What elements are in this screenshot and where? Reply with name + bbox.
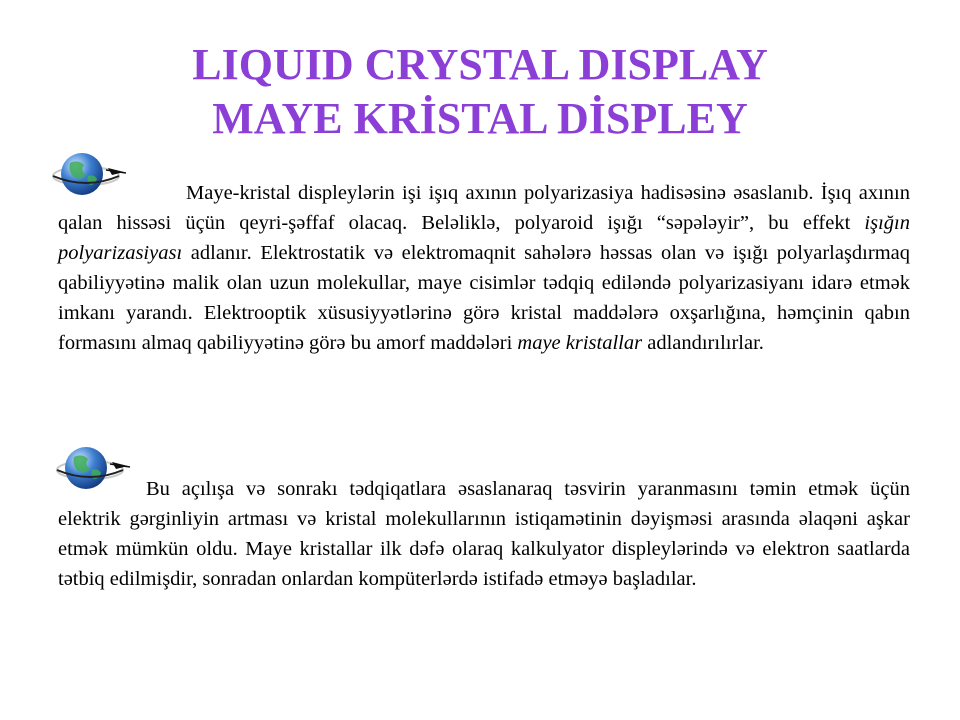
paragraph-lcd-principle <box>58 178 910 358</box>
paragraph2-text: Bu açılışa və sonrakı tədqiqatlara əsaslanaraq təsvirin yaranmasını təmin etmək üçün elektrik gərginliyin artması və kristal molekullarının istiqamətinin dəyişməsi arasında əlaqəni aşkar etmək mümkün oldu. Maye kristallar ilk dəfə olaraq kalkulyator displeylərində və elektron saatlarda tətbiq edilmişdir, sonradan onlardan kompüterlərdə istifadə etməyə başladılar. <box>58 478 910 590</box>
paragraph1-italic-polarization: işığın polyarizasiyası <box>58 212 910 264</box>
title-line-english: LIQUID CRYSTAL DISPLAY <box>192 40 768 89</box>
slide-title <box>0 38 960 146</box>
paragraph1-text-a: Maye-kristal displeylərin işi işıq axının polyarizasiya hadisəsinə əsaslanıb. İşıq axının qalan hissəsi üçün qeyri-şəffaf olacaq. Beləliklə, polyaroid işığı “səpələyir”, bu effekt <box>58 182 910 234</box>
paragraph1-text-c: adlandırılırlar. <box>642 332 764 354</box>
title-line-azerbaijani: MAYE KRİSTAL DİSPLEY <box>212 94 748 143</box>
paragraph1-text-b: adlanır. Elektrostatik və elektromaqnit sahələrə həssas olan və işığı polyarlaşdırmaq qabiliyyətinə malik olan uzun molekullar, maye cisimlər tədqiq ediləndə polyarizasiyanı idarə etmək imkanı yarandı. Elektrooptik xüsusiyyətlərinə görə kristal maddələrə oxşarlığına, həmçinin qabın formasını almaq qabiliyyətinə görə bu amorf maddələri <box>58 242 910 354</box>
paragraph-lcd-applications <box>58 474 910 594</box>
paragraph1-italic-liquid-crystals: maye kristallar <box>517 332 643 354</box>
